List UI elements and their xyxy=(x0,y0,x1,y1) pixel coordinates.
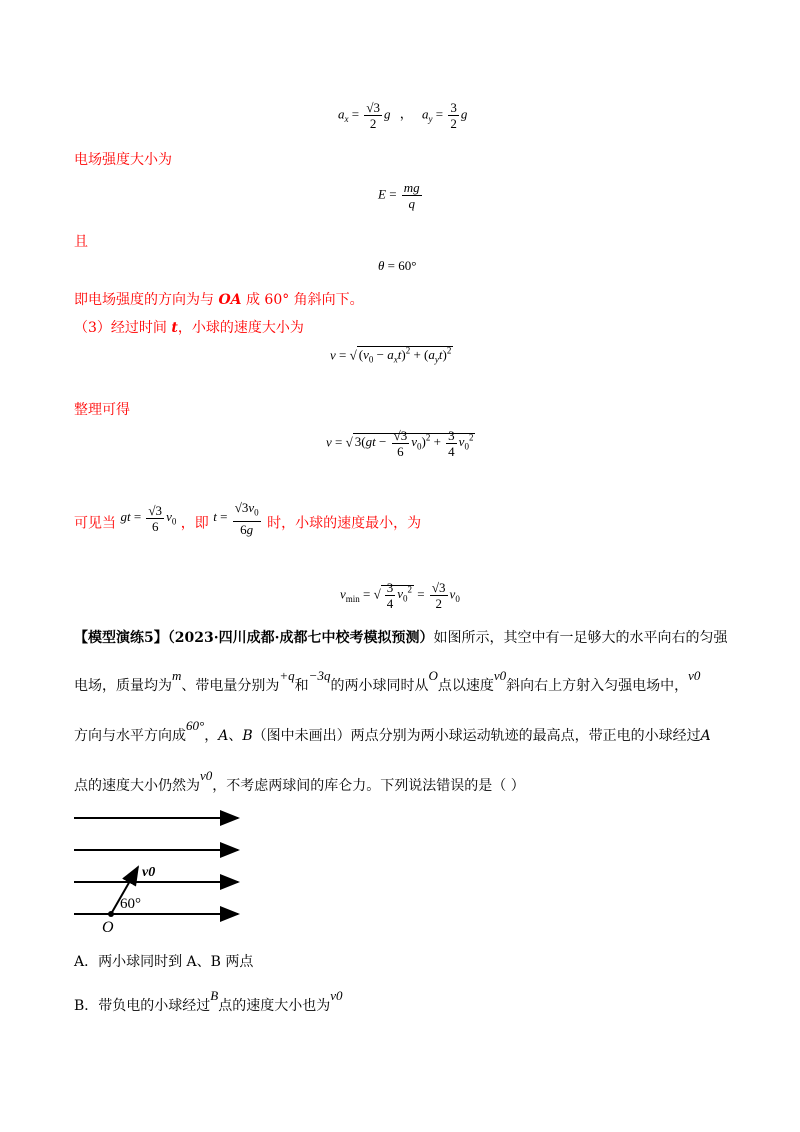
visible-line: 可见当 gt = $\frac{√3}{6}$ $v_0$ ，即 t = $\frac{√3v_0}{6g}$ 时，小球的速度最小，为 xyxy=(74,500,422,537)
problem-line-2: 电场，质量均为m、带电量分别为+q和−3q的两小球同时从O点以速度v0斜向右上方射入匀强电场中，v0 xyxy=(74,668,701,694)
field-diagram xyxy=(70,808,260,938)
option-a[interactable]: A．两小球同时到 A、B 两点 xyxy=(74,954,254,970)
problem-line-1: 【模型演练5】（2023·四川成都·成都七中校考模拟预测）如图所示，其空中有一足够大的水平向右的匀强 xyxy=(74,630,728,646)
simplify-text: 整理可得 xyxy=(74,402,130,418)
origin-point xyxy=(108,911,114,917)
problem-title: 【模型演练5】（2023·四川成都·成都七中校考模拟预测） xyxy=(74,630,434,646)
direction-text: 即电场强度的方向为与 OA 成 60° 角斜向下。 xyxy=(74,292,364,308)
velocity-label: v0 xyxy=(142,865,156,880)
equation-velocity-simplified: v = √ 3(gt − $\frac{√3}{6}$ $v_0)^2$ + $\frac{3}{4}$ $v_0^2$ xyxy=(326,428,474,459)
option-b[interactable]: B．带负电的小球经过B点的速度大小也为v0 xyxy=(74,988,343,1014)
part3-text: （3）经过时间 t，小球的速度大小为 xyxy=(74,320,304,336)
equation-field: E = $\frac{mg}{q}$ xyxy=(378,180,420,211)
problem-line-3: 方向与水平方向成60°，A、B（图中未画出）两点分别为两小球运动轨迹的最高点，带正电的小球经过A xyxy=(74,718,711,744)
equation-theta: θ = 60° xyxy=(378,258,417,273)
problem-line-4: 点的速度大小仍然为v0，不考虑两球间的库仑力。下列说法错误的是（ ） xyxy=(74,768,525,794)
equation-vmin: $v_{min}$ = √ $\frac{3}{4}$ $v_0^2$ = $\frac{√3}{2}$ $v_0$ xyxy=(340,580,460,611)
origin-label: O xyxy=(102,919,114,936)
and-text: 且 xyxy=(74,234,88,250)
field-magnitude-text: 电场强度大小为 xyxy=(74,152,172,168)
angle-label: 60° xyxy=(120,896,141,912)
equation-acceleration: $a_x$ = $\frac{√3}{2}$ g ， $a_y$ = $\frac{3}{2}$ g xyxy=(338,100,468,131)
equation-velocity: v = √ $(v_0 - a_xt)^2 + (a_yt)^2$ xyxy=(330,346,452,365)
